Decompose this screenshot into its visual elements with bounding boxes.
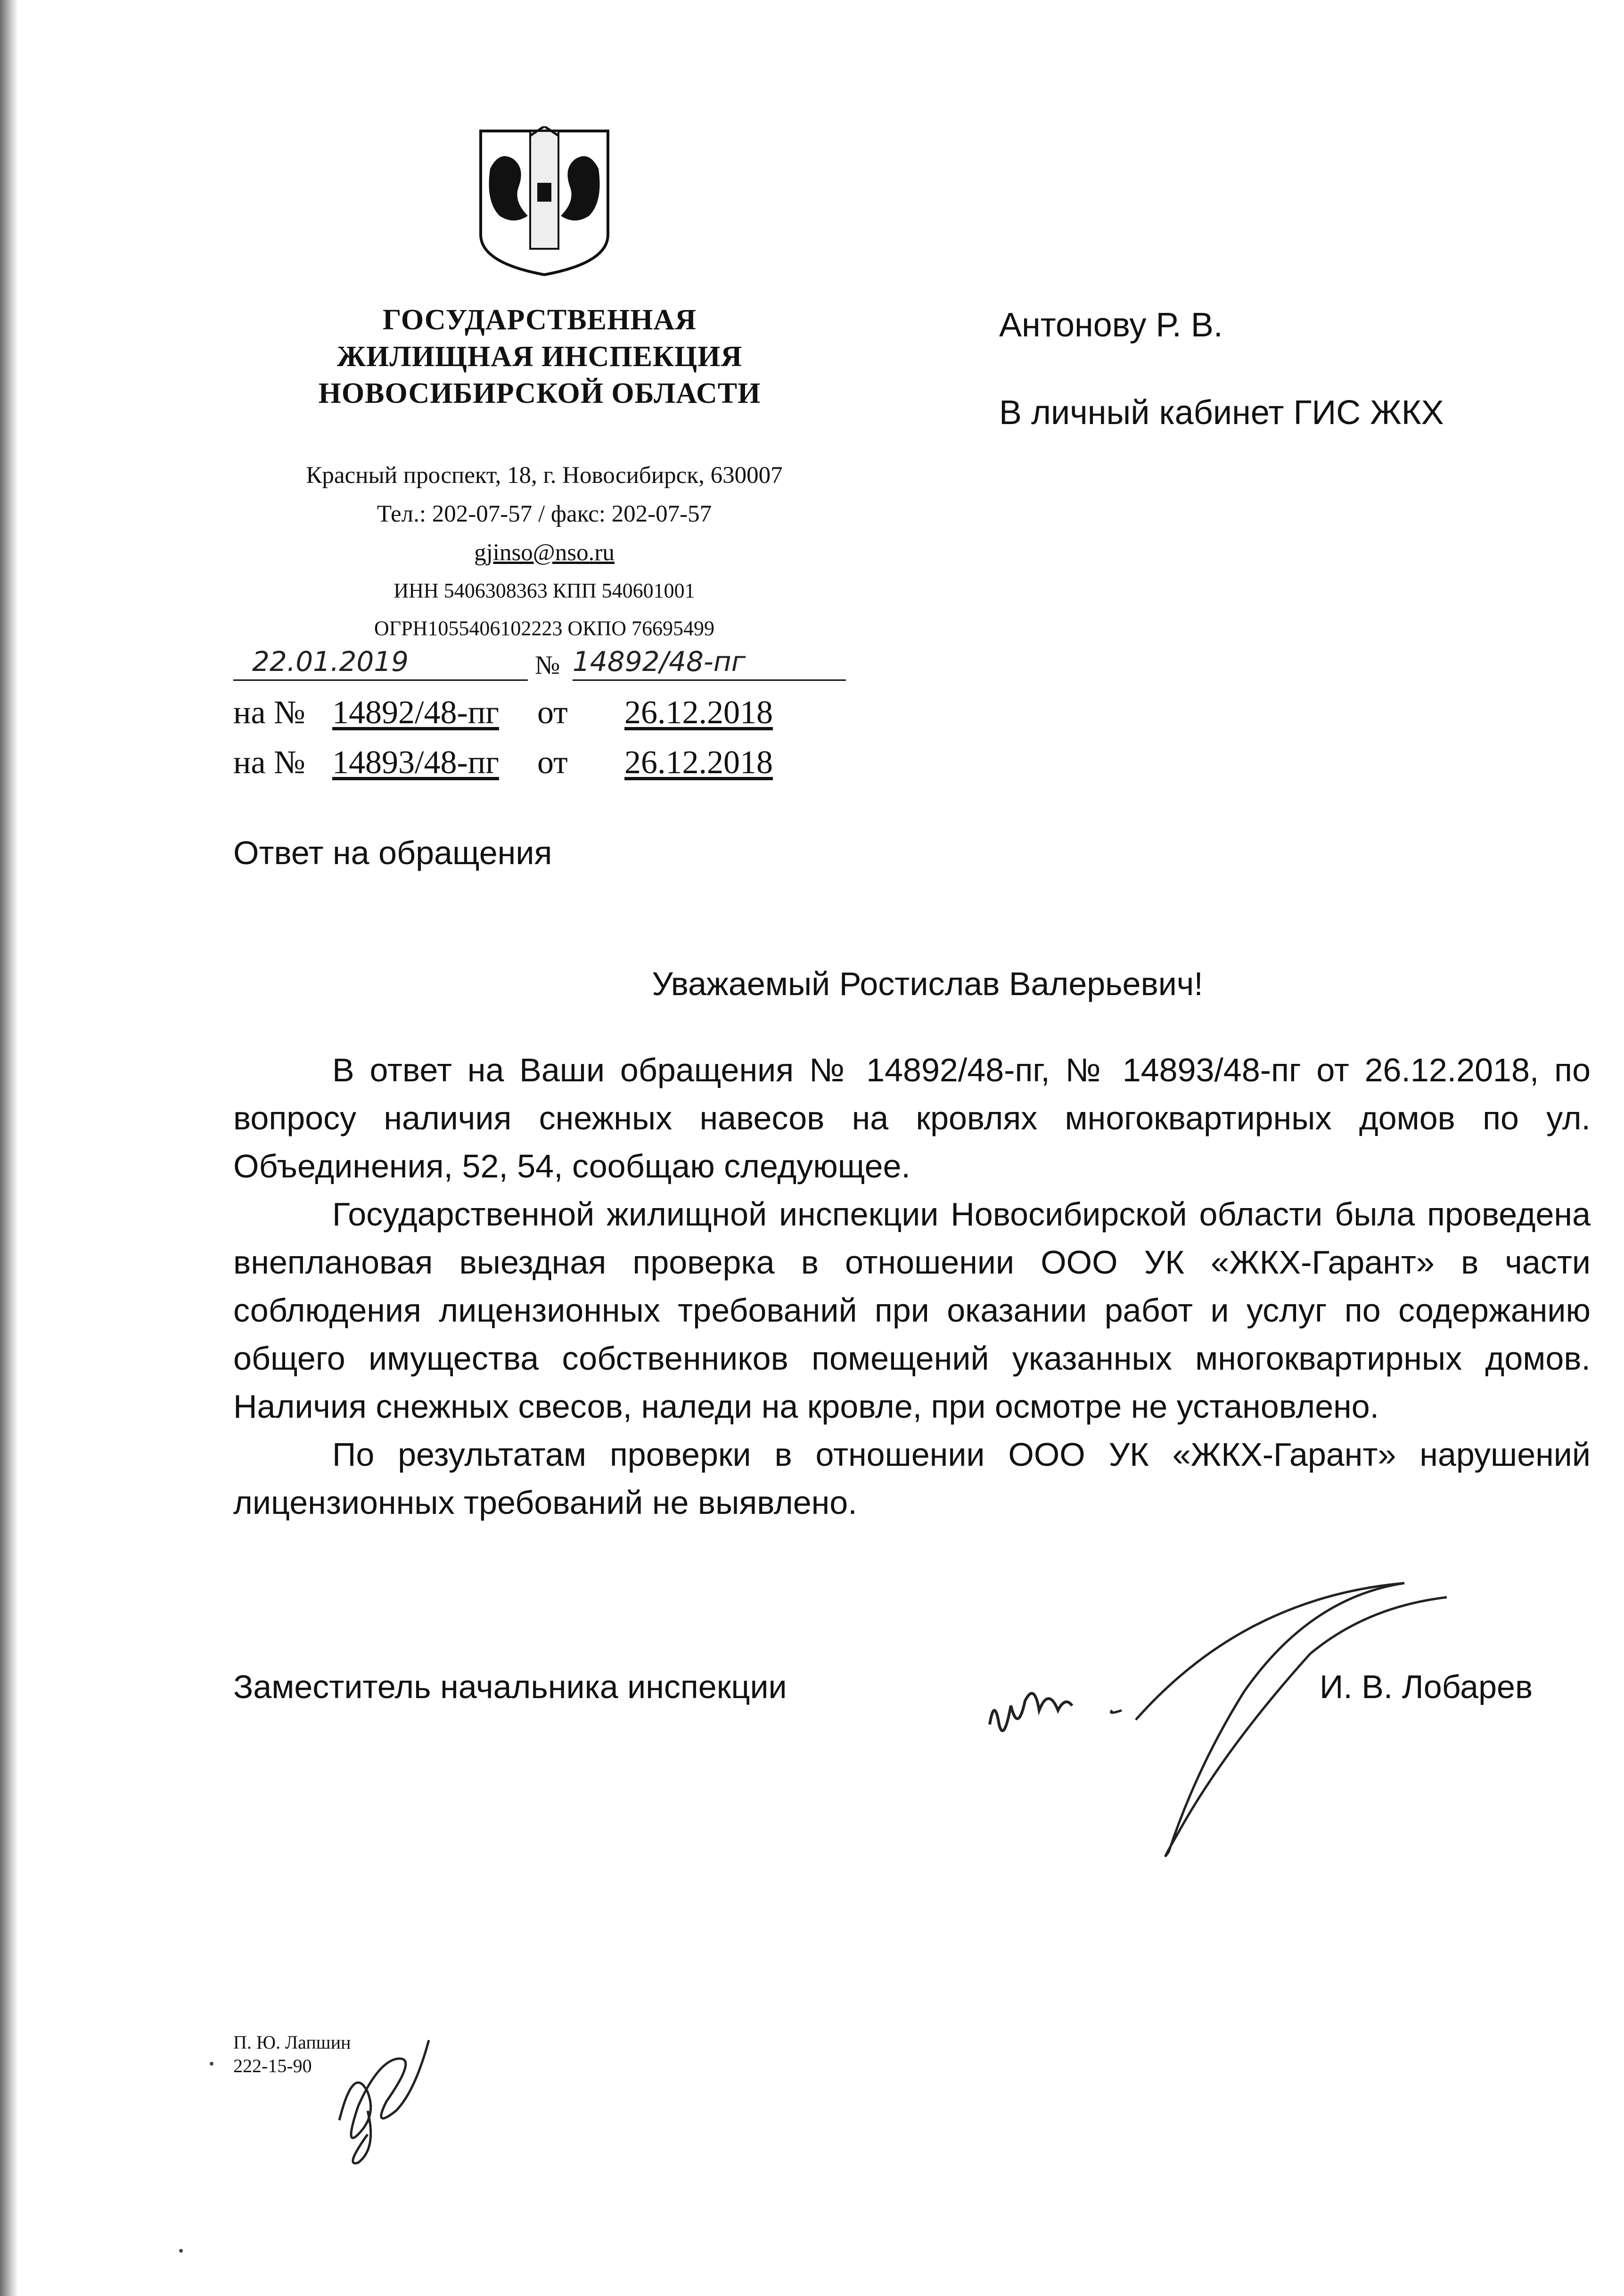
organization-phone: Тел.: 202-07-57 / факс: 202-07-57 [377,501,712,527]
organization-name [264,302,815,412]
scan-speck [179,2249,183,2253]
organization-contacts [221,456,867,647]
organization-name-line: ЖИЛИЩНАЯ ИНСПЕКЦИЯ [336,341,743,373]
addressee-delivery: В личный кабинет ГИС ЖКХ [999,394,1444,432]
addressee-block [999,305,1444,433]
outgoing-date-number [233,645,855,683]
scan-edge-shadow [0,0,18,2296]
organization-email[interactable]: gjinso@nso.ru [474,539,615,566]
number-sign: № [535,651,560,680]
signer-name: И. В. Лобарев [1320,1668,1533,1705]
scan-speck [210,2062,213,2066]
body-paragraph: По результатам проверки в отношении ООО УК «ЖКХ-Гарант» нарушений лицензионных требований не выявлено. [233,1436,1591,1521]
executor-phone: 222-15-90 [233,2055,312,2076]
letter-body [233,1046,1591,1527]
addressee-name: Антонову Р. В. [999,306,1223,344]
body-paragraph: Государственной жилищной инспекции Новосибирской области была проведена внеплановая выездная проверка в отношении ООО УК «ЖКХ-Гарант» в части соблюдения лицензионных требований при оказании работ и услуг по содержанию общего имущества собственников помещений указанных многоквартирных домов. Наличия снежных свесов, наледи на кровле, при осмотре не установлено. [233,1196,1591,1425]
organization-inn-kpp: ИНН 5406308363 КПП 540601001 [394,579,695,602]
handwritten-signature [980,1569,1452,1880]
date-underline [233,679,528,681]
reference-prefix: на № [233,695,305,731]
outgoing-date: 22.01.2019 [252,645,409,678]
signer-position: Заместитель начальника инспекции [233,1668,787,1705]
number-underline [573,679,846,681]
organization-address: Красный проспект, 18, г. Новосибирск, 630007 [306,462,783,489]
organization-name-line: ГОСУДАРСТВЕННАЯ [383,304,697,336]
greeting: Уважаемый Ростислав Валерьевич! [652,965,1203,1002]
organization-name-line: НОВОСИБИРСКОЙ ОБЛАСТИ [318,377,761,409]
executor-initials-signature [330,2026,452,2167]
letter-subject: Ответ на обращения [233,834,552,871]
executor-name: П. Ю. Лапшин [233,2032,351,2053]
reference-number: 14892/48-пг [332,695,499,731]
outgoing-number: 14892/48-пг [573,645,746,678]
reference-number: 14893/48-пг [332,744,499,781]
organization-ogrn-okpo: ОГРН1055406102223 ОКПО 76695499 [374,617,715,640]
reference-from: от [537,744,568,781]
coat-of-arms-emblem [476,126,613,277]
body-paragraph: В ответ на Ваши обращения № 14892/48-пг, № 14893/48-пг от 26.12.2018, по вопросу наличия снежных навесов на кровлях многоквартирных домов по ул. Объединения, 52, 54, сообщаю следующее. [233,1052,1591,1185]
reference-prefix: на № [233,744,305,781]
reference-from: от [537,695,568,731]
reference-date: 26.12.2018 [624,695,773,731]
reference-date: 26.12.2018 [624,744,773,781]
